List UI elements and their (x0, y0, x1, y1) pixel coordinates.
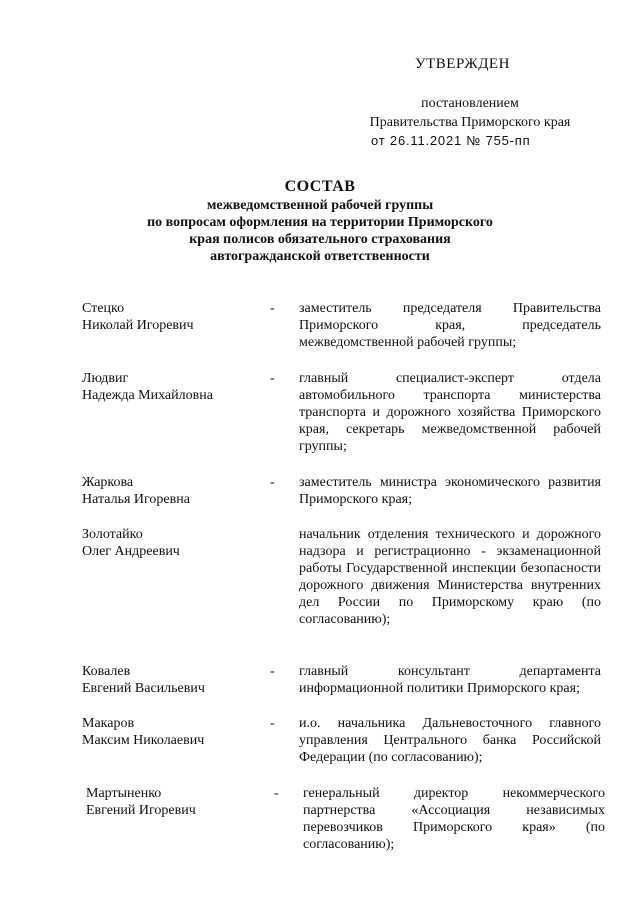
member-given-name: Евгений Васильевич (82, 681, 205, 696)
member-name (82, 370, 262, 404)
member-dash: - (270, 371, 275, 386)
member-role: заместитель председателя Правительства Приморского края, председатель межведомственной рабочей группы; (299, 301, 601, 350)
member-surname: Ковалев (82, 664, 131, 679)
document-title (80, 177, 560, 265)
title-line-3: края полисов обязательного страхования (189, 232, 451, 247)
member-name (82, 300, 262, 334)
member-dash: - (270, 301, 275, 316)
member-role: начальник отделения технического и дорожного надзора и регистрационно - экзаменационной работы Государственной инспекции безопасности дорожного движения Министерства внутренних дел России по Приморскому краю (по согласованию); (299, 527, 601, 627)
member-given-name: Надежда Михайловна (82, 388, 213, 403)
member-dash: - (274, 786, 279, 801)
member-given-name: Евгений Игоревич (86, 803, 196, 818)
member-name (82, 526, 262, 560)
member-role: главный специалист-эксперт отдела автомобильного транспорта министерства транспорта и дорожного хозяйства Приморского края, секретарь межведомственной рабочей группы; (299, 371, 601, 454)
decree-line-2: Правительства Приморского края (369, 115, 571, 130)
title-line-2: по вопросам оформления на территории Приморского (147, 215, 493, 230)
member-dash: - (270, 475, 275, 490)
decree-reference (340, 94, 600, 132)
member-dash: - (270, 664, 275, 679)
member-surname: Золотайко (82, 527, 143, 542)
approved-stamp: УТВЕРЖДЕН (415, 56, 510, 72)
member-name (82, 474, 262, 508)
member-role: генеральный директор некоммерческого партнерства «Ассоциация независимых перевозчиков Приморского края» (по согласованию); (303, 786, 605, 852)
title-main: СОСТАВ (284, 178, 356, 195)
member-given-name: Наталья Игоревна (82, 492, 190, 507)
member-role: заместитель министра экономического развития Приморского края; (299, 475, 601, 507)
member-role: и.о. начальника Дальневосточного главного управления Центрального банка Российской Федерации (по согласованию); (299, 716, 601, 765)
member-surname: Стецко (82, 301, 125, 316)
member-given-name: Олег Андреевич (82, 544, 180, 559)
member-name (86, 785, 266, 819)
member-surname: Людвиг (82, 371, 129, 386)
member-surname: Жаркова (82, 475, 134, 490)
member-surname: Мартыненко (86, 786, 162, 801)
member-name (82, 663, 262, 697)
decree-date: от 26.11.2021 № 755-пп (371, 133, 531, 148)
member-given-name: Николай Игоревич (82, 318, 194, 333)
title-line-4: автогражданской ответственности (210, 249, 430, 264)
member-role: главный консультант департамента информационной политики Приморского края; (299, 664, 601, 696)
member-dash: - (270, 716, 275, 731)
member-surname: Макаров (82, 716, 135, 731)
member-name (82, 715, 262, 749)
decree-line-1: постановлением (421, 96, 519, 111)
member-given-name: Максим Николаевич (82, 733, 205, 748)
title-line-1: межведомственной рабочей группы (206, 198, 434, 213)
